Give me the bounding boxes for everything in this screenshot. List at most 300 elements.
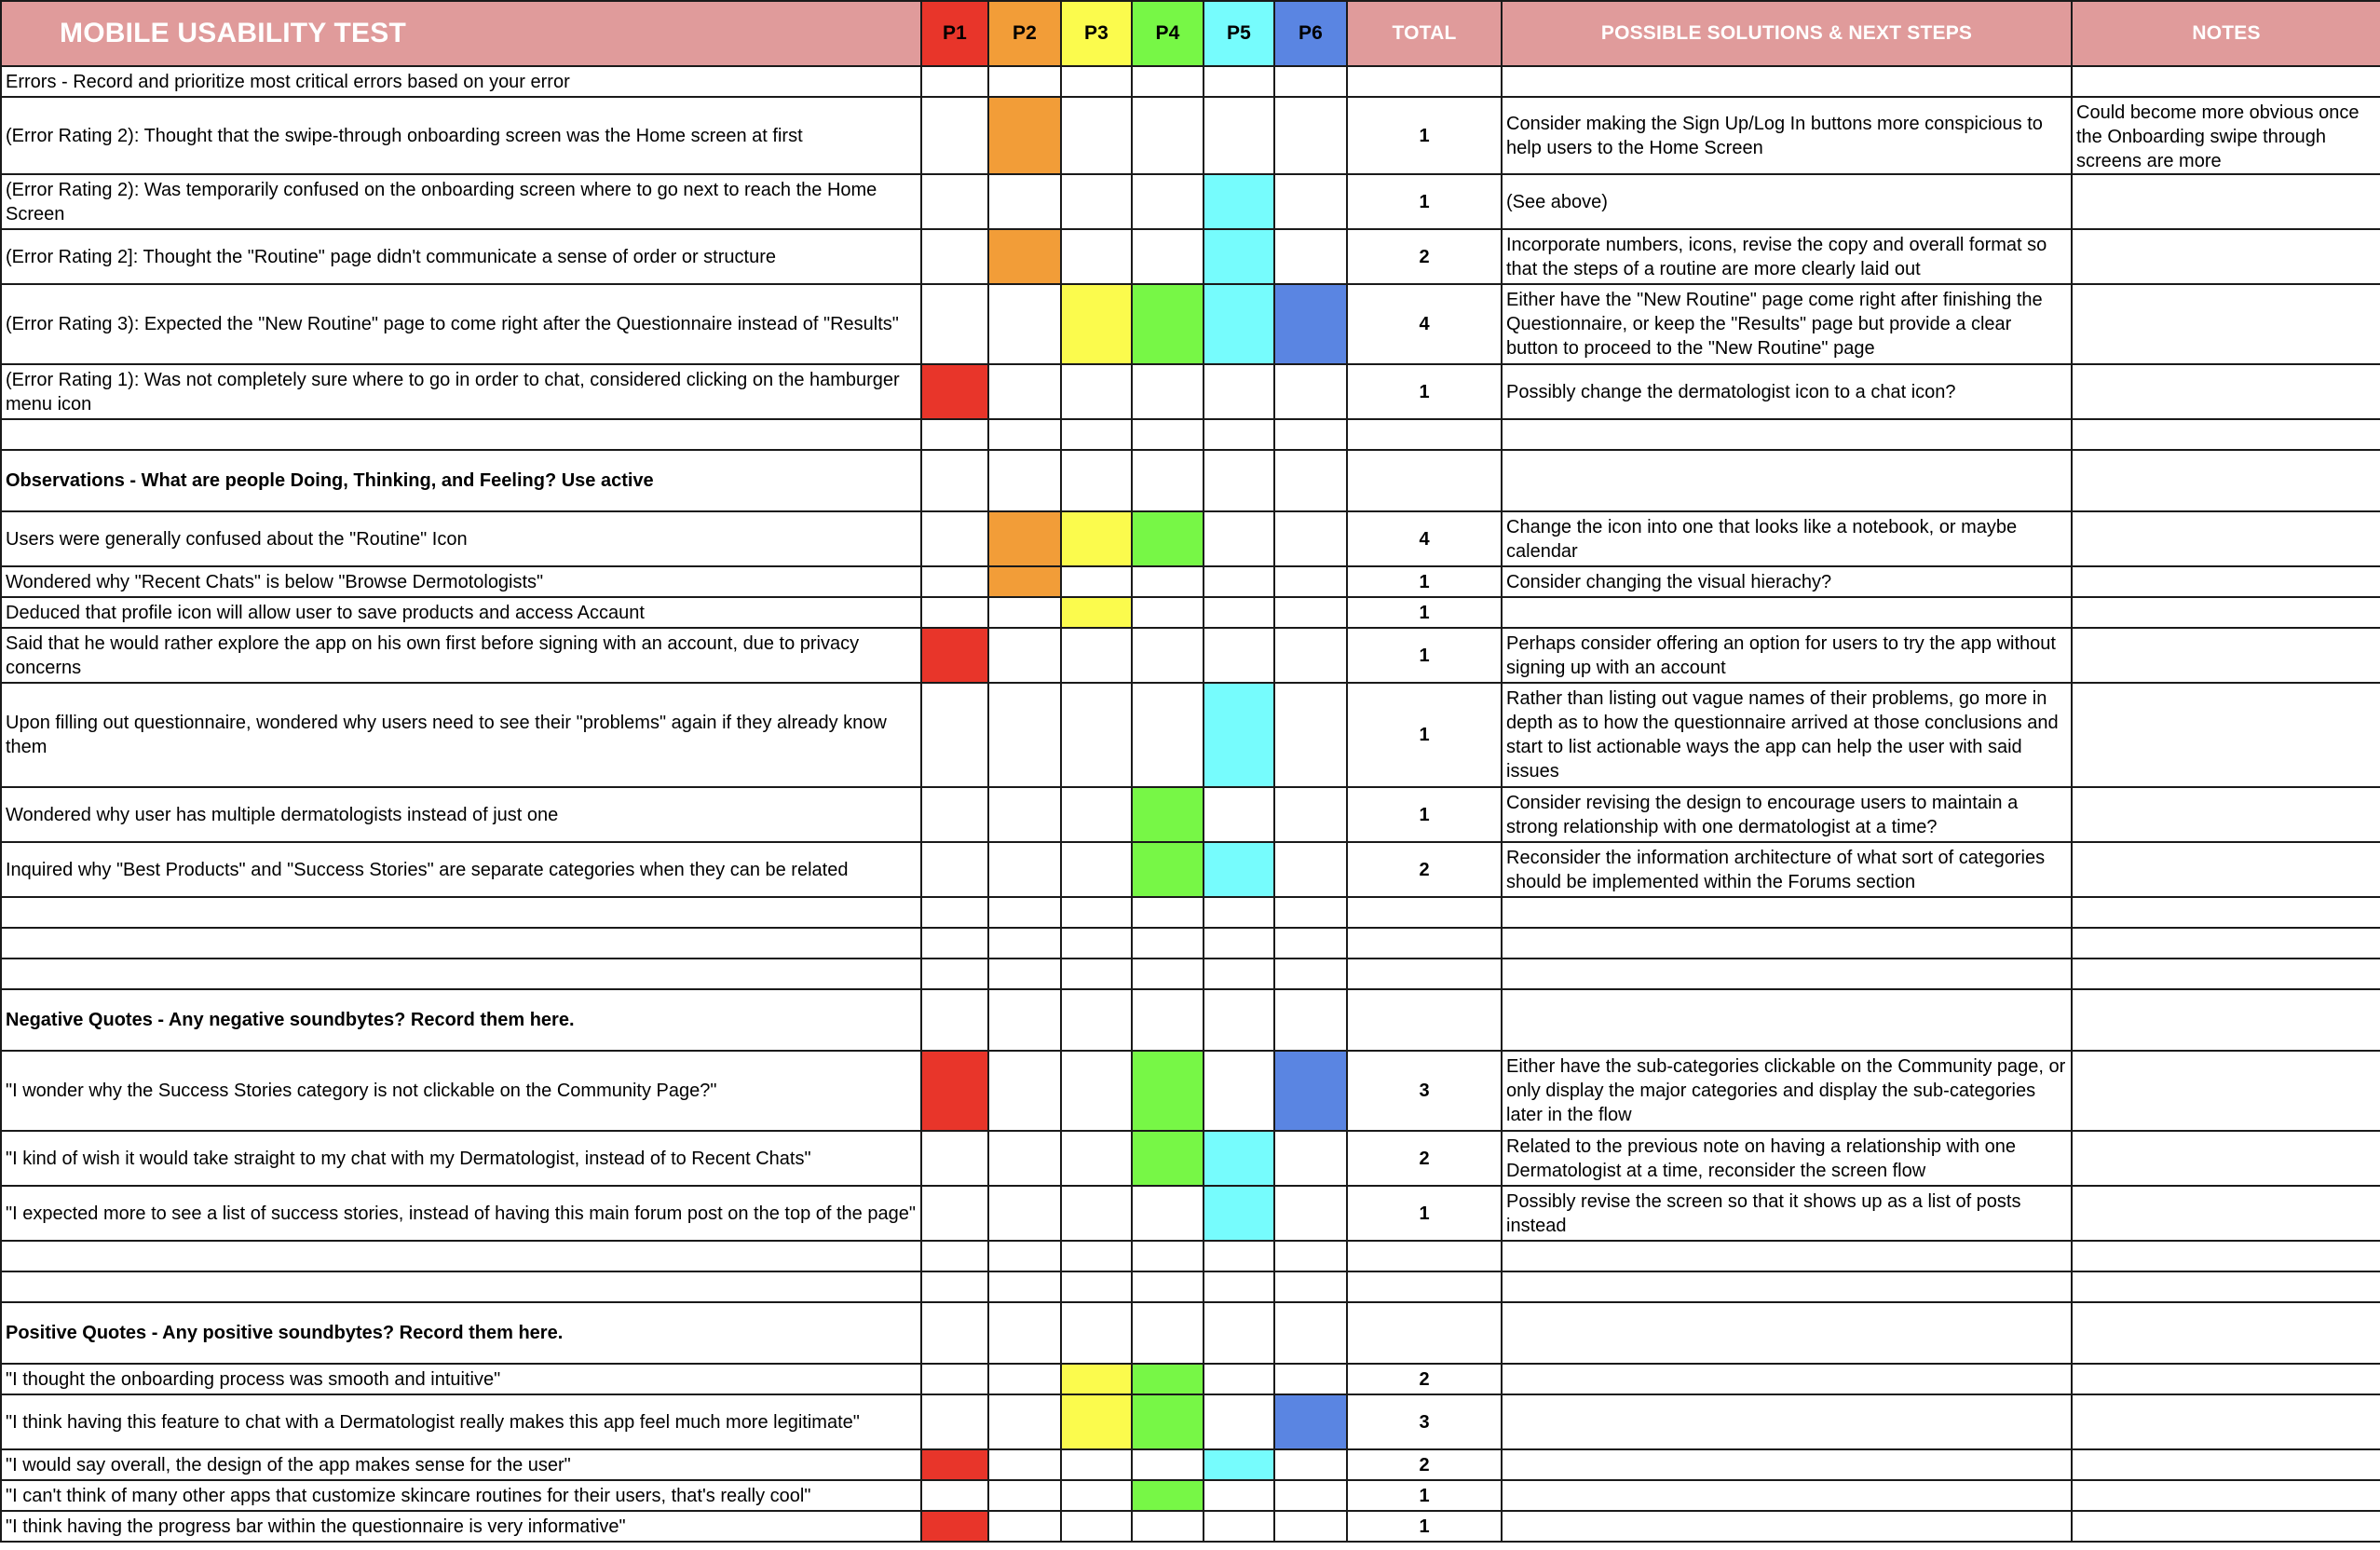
participant-header-p2[interactable]: P2 bbox=[988, 1, 1061, 66]
participant-cell-p1[interactable] bbox=[921, 1302, 988, 1364]
total-cell[interactable]: 1 bbox=[1347, 97, 1502, 174]
participant-cell-p4[interactable] bbox=[1132, 1394, 1204, 1449]
solution-cell[interactable]: Related to the previous note on having a relationship with one Dermatologist at a time, reconsider the screen flow bbox=[1502, 1131, 2072, 1186]
total-cell[interactable]: 2 bbox=[1347, 229, 1502, 284]
participant-cell-p2[interactable] bbox=[988, 174, 1061, 229]
total-cell[interactable]: 1 bbox=[1347, 174, 1502, 229]
participant-cell-p1[interactable] bbox=[921, 989, 988, 1051]
solution-cell[interactable]: Consider making the Sign Up/Log In buttons more conspicious to help users to the Home Screen bbox=[1502, 97, 2072, 174]
total-cell[interactable]: 4 bbox=[1347, 511, 1502, 566]
participant-cell-p3[interactable] bbox=[1061, 364, 1132, 419]
total-cell[interactable]: 1 bbox=[1347, 1186, 1502, 1241]
participant-cell-p1[interactable] bbox=[921, 897, 988, 928]
participant-cell-p6[interactable] bbox=[1274, 419, 1347, 450]
participant-cell-p6[interactable] bbox=[1274, 66, 1347, 97]
solution-cell[interactable]: Consider revising the design to encourage users to maintain a strong relationship with one dermatologist at a time? bbox=[1502, 787, 2072, 842]
description-cell[interactable]: (Error Rating 1): Was not completely sure where to go in order to chat, considered clicking on the hamburger menu icon bbox=[1, 364, 921, 419]
participant-cell-p4[interactable] bbox=[1132, 1271, 1204, 1302]
solution-cell[interactable] bbox=[1502, 1302, 2072, 1364]
participant-cell-p5[interactable] bbox=[1204, 1511, 1274, 1542]
participant-cell-p6[interactable] bbox=[1274, 1511, 1347, 1542]
participant-cell-p6[interactable] bbox=[1274, 1480, 1347, 1511]
description-cell[interactable]: (Error Rating 3): Expected the "New Routine" page to come right after the Questionnaire instead of "Results" bbox=[1, 284, 921, 364]
participant-cell-p2[interactable] bbox=[988, 1480, 1061, 1511]
participant-cell-p5[interactable] bbox=[1204, 419, 1274, 450]
participant-cell-p1[interactable] bbox=[921, 597, 988, 628]
participant-cell-p5[interactable] bbox=[1204, 1302, 1274, 1364]
description-cell[interactable]: "I can't think of many other apps that customize skincare routines for their users, that's really cool" bbox=[1, 1480, 921, 1511]
notes-cell[interactable] bbox=[2072, 628, 2380, 683]
participant-cell-p6[interactable] bbox=[1274, 897, 1347, 928]
notes-header[interactable]: NOTES bbox=[2072, 1, 2380, 66]
total-cell[interactable]: 1 bbox=[1347, 597, 1502, 628]
participant-header-p4[interactable]: P4 bbox=[1132, 1, 1204, 66]
notes-cell[interactable] bbox=[2072, 511, 2380, 566]
participant-cell-p2[interactable] bbox=[988, 450, 1061, 511]
notes-cell[interactable] bbox=[2072, 229, 2380, 284]
notes-cell[interactable] bbox=[2072, 842, 2380, 897]
description-cell[interactable]: "I think having this feature to chat with a Dermatologist really makes this app feel much more legitimate" bbox=[1, 1394, 921, 1449]
participant-cell-p3[interactable] bbox=[1061, 1186, 1132, 1241]
participant-cell-p6[interactable] bbox=[1274, 284, 1347, 364]
description-cell[interactable] bbox=[1, 897, 921, 928]
total-cell[interactable]: 1 bbox=[1347, 1480, 1502, 1511]
description-cell[interactable]: "I expected more to see a list of success stories, instead of having this main forum post on the top of the page" bbox=[1, 1186, 921, 1241]
solution-cell[interactable] bbox=[1502, 897, 2072, 928]
participant-cell-p6[interactable] bbox=[1274, 1449, 1347, 1480]
participant-cell-p5[interactable] bbox=[1204, 628, 1274, 683]
participant-cell-p5[interactable] bbox=[1204, 1186, 1274, 1241]
participant-cell-p2[interactable] bbox=[988, 66, 1061, 97]
participant-cell-p5[interactable] bbox=[1204, 450, 1274, 511]
participant-cell-p1[interactable] bbox=[921, 97, 988, 174]
description-cell[interactable]: (Error Rating 2): Was temporarily confused on the onboarding screen where to go next to reach the Home Screen bbox=[1, 174, 921, 229]
participant-cell-p1[interactable] bbox=[921, 1131, 988, 1186]
participant-cell-p1[interactable] bbox=[921, 284, 988, 364]
participant-cell-p5[interactable] bbox=[1204, 959, 1274, 989]
description-cell[interactable] bbox=[1, 1271, 921, 1302]
participant-cell-p1[interactable] bbox=[921, 1364, 988, 1394]
participant-cell-p5[interactable] bbox=[1204, 1271, 1274, 1302]
notes-cell[interactable] bbox=[2072, 1364, 2380, 1394]
participant-cell-p3[interactable] bbox=[1061, 97, 1132, 174]
solution-cell[interactable] bbox=[1502, 419, 2072, 450]
total-cell[interactable] bbox=[1347, 959, 1502, 989]
participant-cell-p5[interactable] bbox=[1204, 787, 1274, 842]
participant-cell-p4[interactable] bbox=[1132, 787, 1204, 842]
section-title-cell[interactable]: Negative Quotes - Any negative soundbytes? Record them here. bbox=[1, 989, 921, 1051]
notes-cell[interactable] bbox=[2072, 1480, 2380, 1511]
participant-cell-p4[interactable] bbox=[1132, 1241, 1204, 1271]
participant-cell-p5[interactable] bbox=[1204, 174, 1274, 229]
participant-cell-p4[interactable] bbox=[1132, 174, 1204, 229]
notes-cell[interactable] bbox=[2072, 1186, 2380, 1241]
participant-cell-p3[interactable] bbox=[1061, 1271, 1132, 1302]
solutions-header[interactable]: POSSIBLE SOLUTIONS & NEXT STEPS bbox=[1502, 1, 2072, 66]
total-cell[interactable]: 3 bbox=[1347, 1051, 1502, 1131]
solution-cell[interactable] bbox=[1502, 1271, 2072, 1302]
participant-cell-p5[interactable] bbox=[1204, 597, 1274, 628]
section-title-cell[interactable]: Observations - What are people Doing, Thinking, and Feeling? Use active bbox=[1, 450, 921, 511]
participant-header-p3[interactable]: P3 bbox=[1061, 1, 1132, 66]
description-cell[interactable] bbox=[1, 419, 921, 450]
notes-cell[interactable] bbox=[2072, 1271, 2380, 1302]
solution-cell[interactable]: (See above) bbox=[1502, 174, 2072, 229]
participant-cell-p4[interactable] bbox=[1132, 229, 1204, 284]
participant-cell-p3[interactable] bbox=[1061, 450, 1132, 511]
participant-cell-p4[interactable] bbox=[1132, 1302, 1204, 1364]
participant-cell-p2[interactable] bbox=[988, 1241, 1061, 1271]
participant-cell-p2[interactable] bbox=[988, 1449, 1061, 1480]
solution-cell[interactable] bbox=[1502, 1511, 2072, 1542]
participant-cell-p1[interactable] bbox=[921, 683, 988, 787]
participant-cell-p2[interactable] bbox=[988, 1271, 1061, 1302]
participant-cell-p6[interactable] bbox=[1274, 842, 1347, 897]
participant-cell-p4[interactable] bbox=[1132, 1511, 1204, 1542]
participant-cell-p4[interactable] bbox=[1132, 566, 1204, 597]
notes-cell[interactable] bbox=[2072, 683, 2380, 787]
participant-cell-p1[interactable] bbox=[921, 364, 988, 419]
participant-cell-p3[interactable] bbox=[1061, 229, 1132, 284]
participant-cell-p4[interactable] bbox=[1132, 450, 1204, 511]
participant-cell-p2[interactable] bbox=[988, 787, 1061, 842]
sheet-title[interactable]: MOBILE USABILITY TEST bbox=[1, 1, 921, 66]
participant-cell-p6[interactable] bbox=[1274, 97, 1347, 174]
participant-cell-p2[interactable] bbox=[988, 1051, 1061, 1131]
description-cell[interactable]: Deduced that profile icon will allow user to save products and access Accaunt bbox=[1, 597, 921, 628]
total-cell[interactable]: 2 bbox=[1347, 842, 1502, 897]
participant-cell-p6[interactable] bbox=[1274, 989, 1347, 1051]
participant-cell-p2[interactable] bbox=[988, 1394, 1061, 1449]
participant-cell-p5[interactable] bbox=[1204, 284, 1274, 364]
solution-cell[interactable]: Rather than listing out vague names of their problems, go more in depth as to how the questionnaire arrived at those conclusions and start to list actionable ways the app can help the user with said issues bbox=[1502, 683, 2072, 787]
participant-cell-p2[interactable] bbox=[988, 229, 1061, 284]
description-cell[interactable]: Inquired why "Best Products" and "Success Stories" are separate categories when they can be related bbox=[1, 842, 921, 897]
total-cell[interactable]: 1 bbox=[1347, 787, 1502, 842]
notes-cell[interactable] bbox=[2072, 174, 2380, 229]
description-cell[interactable]: (Error Rating 2): Thought that the swipe-through onboarding screen was the Home screen at first bbox=[1, 97, 921, 174]
participant-cell-p5[interactable] bbox=[1204, 1131, 1274, 1186]
participant-cell-p3[interactable] bbox=[1061, 597, 1132, 628]
total-cell[interactable] bbox=[1347, 989, 1502, 1051]
participant-cell-p2[interactable] bbox=[988, 628, 1061, 683]
notes-cell[interactable] bbox=[2072, 566, 2380, 597]
participant-cell-p4[interactable] bbox=[1132, 1186, 1204, 1241]
participant-cell-p5[interactable] bbox=[1204, 928, 1274, 959]
participant-cell-p2[interactable] bbox=[988, 597, 1061, 628]
solution-cell[interactable] bbox=[1502, 1394, 2072, 1449]
participant-cell-p6[interactable] bbox=[1274, 597, 1347, 628]
participant-cell-p3[interactable] bbox=[1061, 174, 1132, 229]
total-cell[interactable] bbox=[1347, 897, 1502, 928]
participant-cell-p5[interactable] bbox=[1204, 1051, 1274, 1131]
total-cell[interactable]: 3 bbox=[1347, 1394, 1502, 1449]
total-cell[interactable]: 1 bbox=[1347, 566, 1502, 597]
participant-cell-p4[interactable] bbox=[1132, 842, 1204, 897]
notes-cell[interactable] bbox=[2072, 364, 2380, 419]
participant-cell-p6[interactable] bbox=[1274, 1241, 1347, 1271]
participant-cell-p6[interactable] bbox=[1274, 1131, 1347, 1186]
participant-cell-p6[interactable] bbox=[1274, 174, 1347, 229]
participant-cell-p2[interactable] bbox=[988, 1131, 1061, 1186]
participant-cell-p1[interactable] bbox=[921, 1511, 988, 1542]
participant-cell-p5[interactable] bbox=[1204, 842, 1274, 897]
participant-cell-p5[interactable] bbox=[1204, 989, 1274, 1051]
participant-cell-p5[interactable] bbox=[1204, 1394, 1274, 1449]
participant-cell-p2[interactable] bbox=[988, 959, 1061, 989]
participant-cell-p2[interactable] bbox=[988, 1364, 1061, 1394]
notes-cell[interactable]: Could become more obvious once the Onboarding swipe through screens are more bbox=[2072, 97, 2380, 174]
participant-cell-p3[interactable] bbox=[1061, 842, 1132, 897]
participant-header-p6[interactable]: P6 bbox=[1274, 1, 1347, 66]
participant-cell-p1[interactable] bbox=[921, 1449, 988, 1480]
participant-cell-p1[interactable] bbox=[921, 1271, 988, 1302]
notes-cell[interactable] bbox=[2072, 897, 2380, 928]
notes-cell[interactable] bbox=[2072, 284, 2380, 364]
solution-cell[interactable] bbox=[1502, 66, 2072, 97]
participant-cell-p3[interactable] bbox=[1061, 66, 1132, 97]
participant-cell-p6[interactable] bbox=[1274, 229, 1347, 284]
notes-cell[interactable] bbox=[2072, 1241, 2380, 1271]
notes-cell[interactable] bbox=[2072, 928, 2380, 959]
total-cell[interactable] bbox=[1347, 1302, 1502, 1364]
total-cell[interactable] bbox=[1347, 1241, 1502, 1271]
participant-cell-p2[interactable] bbox=[988, 284, 1061, 364]
participant-cell-p2[interactable] bbox=[988, 364, 1061, 419]
participant-cell-p4[interactable] bbox=[1132, 1480, 1204, 1511]
participant-cell-p4[interactable] bbox=[1132, 928, 1204, 959]
participant-cell-p3[interactable] bbox=[1061, 787, 1132, 842]
description-cell[interactable] bbox=[1, 959, 921, 989]
participant-cell-p6[interactable] bbox=[1274, 1051, 1347, 1131]
notes-cell[interactable] bbox=[2072, 1449, 2380, 1480]
participant-cell-p2[interactable] bbox=[988, 1511, 1061, 1542]
participant-cell-p6[interactable] bbox=[1274, 787, 1347, 842]
participant-cell-p1[interactable] bbox=[921, 842, 988, 897]
participant-cell-p2[interactable] bbox=[988, 1186, 1061, 1241]
participant-cell-p6[interactable] bbox=[1274, 628, 1347, 683]
participant-cell-p1[interactable] bbox=[921, 928, 988, 959]
participant-cell-p3[interactable] bbox=[1061, 284, 1132, 364]
participant-cell-p3[interactable] bbox=[1061, 989, 1132, 1051]
participant-cell-p2[interactable] bbox=[988, 683, 1061, 787]
participant-cell-p5[interactable] bbox=[1204, 1480, 1274, 1511]
description-cell[interactable]: Said that he would rather explore the app on his own first before signing with an account, due to privacy concerns bbox=[1, 628, 921, 683]
participant-cell-p4[interactable] bbox=[1132, 1449, 1204, 1480]
notes-cell[interactable] bbox=[2072, 419, 2380, 450]
participant-cell-p1[interactable] bbox=[921, 419, 988, 450]
participant-cell-p4[interactable] bbox=[1132, 66, 1204, 97]
notes-cell[interactable] bbox=[2072, 597, 2380, 628]
participant-cell-p5[interactable] bbox=[1204, 1241, 1274, 1271]
participant-cell-p4[interactable] bbox=[1132, 683, 1204, 787]
participant-cell-p3[interactable] bbox=[1061, 1449, 1132, 1480]
participant-cell-p4[interactable] bbox=[1132, 97, 1204, 174]
participant-cell-p4[interactable] bbox=[1132, 959, 1204, 989]
participant-cell-p5[interactable] bbox=[1204, 511, 1274, 566]
participant-header-p5[interactable]: P5 bbox=[1204, 1, 1274, 66]
participant-cell-p1[interactable] bbox=[921, 1241, 988, 1271]
participant-header-p1[interactable]: P1 bbox=[921, 1, 988, 66]
participant-cell-p3[interactable] bbox=[1061, 928, 1132, 959]
participant-cell-p2[interactable] bbox=[988, 566, 1061, 597]
notes-cell[interactable] bbox=[2072, 1131, 2380, 1186]
notes-cell[interactable] bbox=[2072, 1394, 2380, 1449]
solution-cell[interactable] bbox=[1502, 1364, 2072, 1394]
participant-cell-p6[interactable] bbox=[1274, 450, 1347, 511]
participant-cell-p1[interactable] bbox=[921, 66, 988, 97]
section-title-cell[interactable]: Positive Quotes - Any positive soundbytes? Record them here. bbox=[1, 1302, 921, 1364]
total-cell[interactable]: 1 bbox=[1347, 364, 1502, 419]
total-cell[interactable]: 1 bbox=[1347, 628, 1502, 683]
participant-cell-p3[interactable] bbox=[1061, 959, 1132, 989]
participant-cell-p2[interactable] bbox=[988, 989, 1061, 1051]
participant-cell-p6[interactable] bbox=[1274, 1186, 1347, 1241]
total-cell[interactable]: 1 bbox=[1347, 683, 1502, 787]
total-cell[interactable]: 2 bbox=[1347, 1449, 1502, 1480]
description-cell[interactable]: "I wonder why the Success Stories category is not clickable on the Community Page?" bbox=[1, 1051, 921, 1131]
notes-cell[interactable] bbox=[2072, 450, 2380, 511]
participant-cell-p3[interactable] bbox=[1061, 1364, 1132, 1394]
total-cell[interactable]: 2 bbox=[1347, 1131, 1502, 1186]
participant-cell-p2[interactable] bbox=[988, 97, 1061, 174]
participant-cell-p3[interactable] bbox=[1061, 1131, 1132, 1186]
participant-cell-p4[interactable] bbox=[1132, 597, 1204, 628]
solution-cell[interactable]: Either have the sub-categories clickable on the Community page, or only display the major categories and display the sub-categories later in the flow bbox=[1502, 1051, 2072, 1131]
participant-cell-p5[interactable] bbox=[1204, 566, 1274, 597]
solution-cell[interactable] bbox=[1502, 1480, 2072, 1511]
participant-cell-p6[interactable] bbox=[1274, 1394, 1347, 1449]
participant-cell-p6[interactable] bbox=[1274, 1302, 1347, 1364]
participant-cell-p4[interactable] bbox=[1132, 364, 1204, 419]
description-cell[interactable]: Upon filling out questionnaire, wondered why users need to see their "problems" again if they already know them bbox=[1, 683, 921, 787]
participant-cell-p3[interactable] bbox=[1061, 897, 1132, 928]
participant-cell-p1[interactable] bbox=[921, 628, 988, 683]
notes-cell[interactable] bbox=[2072, 1051, 2380, 1131]
participant-cell-p6[interactable] bbox=[1274, 959, 1347, 989]
total-cell[interactable] bbox=[1347, 928, 1502, 959]
notes-cell[interactable] bbox=[2072, 66, 2380, 97]
total-header[interactable]: TOTAL bbox=[1347, 1, 1502, 66]
participant-cell-p6[interactable] bbox=[1274, 1364, 1347, 1394]
participant-cell-p1[interactable] bbox=[921, 1480, 988, 1511]
participant-cell-p6[interactable] bbox=[1274, 1271, 1347, 1302]
participant-cell-p1[interactable] bbox=[921, 1394, 988, 1449]
participant-cell-p1[interactable] bbox=[921, 1051, 988, 1131]
participant-cell-p3[interactable] bbox=[1061, 1241, 1132, 1271]
description-cell[interactable] bbox=[1, 1241, 921, 1271]
total-cell[interactable]: 4 bbox=[1347, 284, 1502, 364]
solution-cell[interactable] bbox=[1502, 597, 2072, 628]
participant-cell-p3[interactable] bbox=[1061, 566, 1132, 597]
description-cell[interactable]: "I think having the progress bar within the questionnaire is very informative" bbox=[1, 1511, 921, 1542]
solution-cell[interactable]: Consider changing the visual hierachy? bbox=[1502, 566, 2072, 597]
solution-cell[interactable]: Possibly change the dermatologist icon to a chat icon? bbox=[1502, 364, 2072, 419]
solution-cell[interactable]: Incorporate numbers, icons, revise the copy and overall format so that the steps of a routine are more clearly laid out bbox=[1502, 229, 2072, 284]
participant-cell-p6[interactable] bbox=[1274, 683, 1347, 787]
description-cell[interactable]: Users were generally confused about the "Routine" Icon bbox=[1, 511, 921, 566]
solution-cell[interactable] bbox=[1502, 1449, 2072, 1480]
participant-cell-p2[interactable] bbox=[988, 511, 1061, 566]
solution-cell[interactable]: Change the icon into one that looks like a notebook, or maybe calendar bbox=[1502, 511, 2072, 566]
participant-cell-p2[interactable] bbox=[988, 419, 1061, 450]
description-cell[interactable]: (Error Rating 2]: Thought the "Routine" page didn't communicate a sense of order or structure bbox=[1, 229, 921, 284]
solution-cell[interactable]: Perhaps consider offering an option for users to try the app without signing up with an account bbox=[1502, 628, 2072, 683]
participant-cell-p4[interactable] bbox=[1132, 628, 1204, 683]
participant-cell-p4[interactable] bbox=[1132, 1051, 1204, 1131]
participant-cell-p6[interactable] bbox=[1274, 511, 1347, 566]
participant-cell-p1[interactable] bbox=[921, 566, 988, 597]
participant-cell-p2[interactable] bbox=[988, 897, 1061, 928]
participant-cell-p3[interactable] bbox=[1061, 1480, 1132, 1511]
participant-cell-p5[interactable] bbox=[1204, 1449, 1274, 1480]
description-cell[interactable]: Wondered why user has multiple dermatologists instead of just one bbox=[1, 787, 921, 842]
total-cell[interactable] bbox=[1347, 1271, 1502, 1302]
participant-cell-p3[interactable] bbox=[1061, 628, 1132, 683]
solution-cell[interactable] bbox=[1502, 928, 2072, 959]
notes-cell[interactable] bbox=[2072, 1302, 2380, 1364]
participant-cell-p3[interactable] bbox=[1061, 1394, 1132, 1449]
total-cell[interactable]: 1 bbox=[1347, 1511, 1502, 1542]
participant-cell-p4[interactable] bbox=[1132, 419, 1204, 450]
participant-cell-p2[interactable] bbox=[988, 928, 1061, 959]
description-cell[interactable]: Wondered why "Recent Chats" is below "Browse Dermotologists" bbox=[1, 566, 921, 597]
solution-cell[interactable] bbox=[1502, 450, 2072, 511]
total-cell[interactable] bbox=[1347, 419, 1502, 450]
solution-cell[interactable] bbox=[1502, 959, 2072, 989]
participant-cell-p3[interactable] bbox=[1061, 1302, 1132, 1364]
solution-cell[interactable] bbox=[1502, 1241, 2072, 1271]
total-cell[interactable] bbox=[1347, 66, 1502, 97]
description-cell[interactable]: "I kind of wish it would take straight to my chat with my Dermatologist, instead of to Recent Chats" bbox=[1, 1131, 921, 1186]
participant-cell-p5[interactable] bbox=[1204, 66, 1274, 97]
participant-cell-p5[interactable] bbox=[1204, 97, 1274, 174]
total-cell[interactable]: 2 bbox=[1347, 1364, 1502, 1394]
participant-cell-p3[interactable] bbox=[1061, 683, 1132, 787]
participant-cell-p5[interactable] bbox=[1204, 364, 1274, 419]
solution-cell[interactable]: Reconsider the information architecture of what sort of categories should be implemented within the Forums section bbox=[1502, 842, 2072, 897]
participant-cell-p1[interactable] bbox=[921, 511, 988, 566]
description-cell[interactable]: Errors - Record and prioritize most critical errors based on your error bbox=[1, 66, 921, 97]
description-cell[interactable]: "I would say overall, the design of the app makes sense for the user" bbox=[1, 1449, 921, 1480]
participant-cell-p5[interactable] bbox=[1204, 229, 1274, 284]
description-cell[interactable] bbox=[1, 928, 921, 959]
solution-cell[interactable]: Either have the "New Routine" page come right after finishing the Questionnaire, or keep the "Results" page but provide a clear button to proceed to the "New Routine" page bbox=[1502, 284, 2072, 364]
participant-cell-p5[interactable] bbox=[1204, 897, 1274, 928]
solution-cell[interactable] bbox=[1502, 989, 2072, 1051]
participant-cell-p1[interactable] bbox=[921, 450, 988, 511]
participant-cell-p2[interactable] bbox=[988, 842, 1061, 897]
notes-cell[interactable] bbox=[2072, 787, 2380, 842]
participant-cell-p4[interactable] bbox=[1132, 1131, 1204, 1186]
description-cell[interactable]: "I thought the onboarding process was smooth and intuitive" bbox=[1, 1364, 921, 1394]
participant-cell-p2[interactable] bbox=[988, 1302, 1061, 1364]
notes-cell[interactable] bbox=[2072, 989, 2380, 1051]
participant-cell-p3[interactable] bbox=[1061, 1511, 1132, 1542]
solution-cell[interactable]: Possibly revise the screen so that it shows up as a list of posts instead bbox=[1502, 1186, 2072, 1241]
participant-cell-p3[interactable] bbox=[1061, 419, 1132, 450]
participant-cell-p1[interactable] bbox=[921, 1186, 988, 1241]
participant-cell-p6[interactable] bbox=[1274, 364, 1347, 419]
participant-cell-p4[interactable] bbox=[1132, 897, 1204, 928]
participant-cell-p1[interactable] bbox=[921, 959, 988, 989]
participant-cell-p3[interactable] bbox=[1061, 511, 1132, 566]
participant-cell-p3[interactable] bbox=[1061, 1051, 1132, 1131]
participant-cell-p5[interactable] bbox=[1204, 683, 1274, 787]
total-cell[interactable] bbox=[1347, 450, 1502, 511]
participant-cell-p4[interactable] bbox=[1132, 989, 1204, 1051]
notes-cell[interactable] bbox=[2072, 1511, 2380, 1542]
